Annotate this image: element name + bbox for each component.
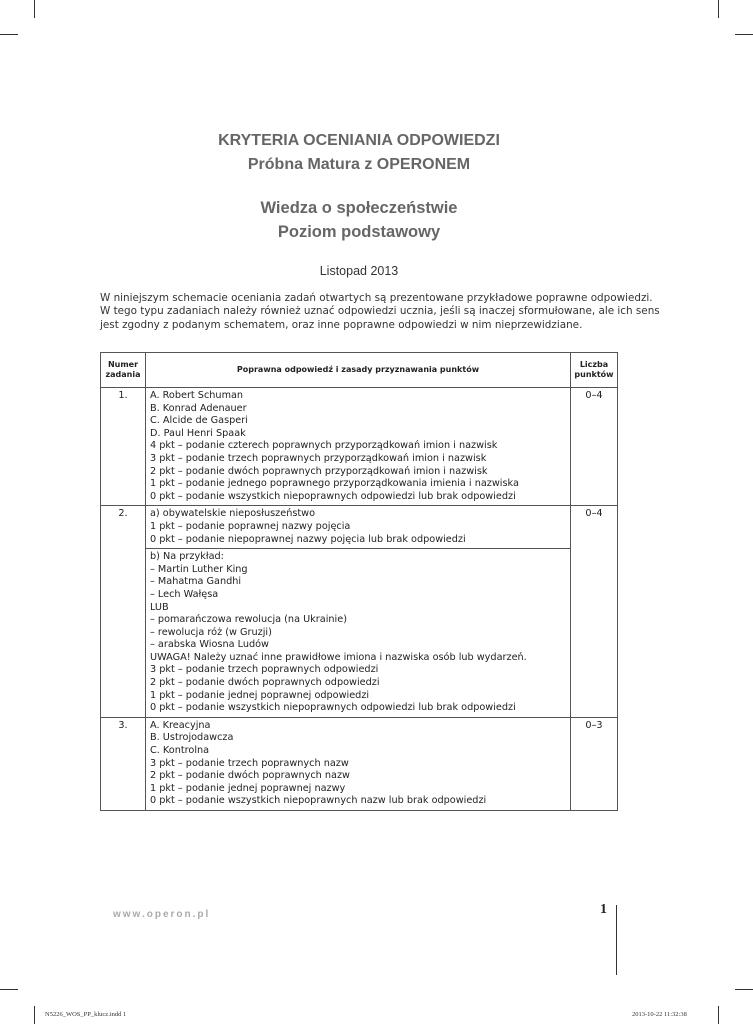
document-subtitle: Próbna Matura z OPERONEM — [247, 156, 471, 173]
crop-mark — [34, 1006, 35, 1024]
crop-mark — [718, 0, 719, 18]
task-points: 0–4 — [571, 506, 618, 718]
crop-mark — [735, 989, 753, 990]
task-points: 0–4 — [571, 388, 618, 506]
exam-date: Listopad 2013 — [319, 264, 399, 278]
header-points: Liczba punktów — [571, 353, 618, 388]
task-answer: A. Kreacyjna B. Ustrojodawcza C. Kontrolna 3 pkt – podanie trzech poprawnych nazw 2 pkt – podanie dwóch poprawnych nazw 1 pkt – podanie jednej poprawnej nazwy 0 pkt – podanie wszystkich niepoprawnych nazw lub brak odpowiedzi — [146, 717, 571, 810]
table-row — [101, 388, 618, 506]
task-number: 2. — [101, 506, 146, 718]
task-answer-part-a: a) obywatelskie nieposłuszeństwo 1 pkt – podanie poprawnej nazwy pojęcia 0 pkt – podanie niepoprawnej nazwy pojęcia lub brak odpowiedzi — [146, 506, 571, 549]
table-header-row — [101, 353, 618, 388]
crop-mark — [0, 989, 18, 990]
header-answer: Poprawna odpowiedź i zasady przyznawania punktów — [146, 353, 571, 388]
intro-line: W tego typu zadaniach należy również uznać odpowiedzi ucznia, jeśli są inaczej sformułowane, ale ich sens — [100, 305, 660, 318]
intro-line: W niniejszym schemacie oceniania zadań otwartych są prezentowane przykładowe poprawne odpowiedzi. — [100, 292, 653, 304]
intro-paragraph — [100, 292, 660, 332]
task-number: 1. — [101, 388, 146, 506]
crop-mark — [718, 1006, 719, 1024]
page-divider-line — [616, 905, 617, 975]
table-row — [101, 549, 618, 718]
task-points: 0–3 — [571, 717, 618, 810]
task-answer: A. Robert Schuman B. Konrad Adenauer C. Alcide de Gasperi D. Paul Henri Spaak 4 pkt – podanie czterech poprawnych przyporządkowań imion i nazwisk 3 pkt – podanie trzech poprawnych przyporządkowań imion i nazwisk 2 pkt – podanie dwóch poprawnych przyporządkowań imion i nazwisk 1 pkt – podanie jednego poprawnego przyporządkowania imienia i nazwiska 0 pkt – podanie wszystkich niepoprawnych odpowiedzi lub brak odpowiedzi — [146, 388, 571, 506]
print-slug-timestamp: 2013-10-22 11:32:38 — [632, 1011, 687, 1018]
crop-mark — [34, 0, 35, 18]
level-title: Poziom podstawowy — [277, 223, 441, 241]
table-row — [101, 717, 618, 810]
page-number: 1 — [600, 902, 607, 917]
crop-mark — [0, 34, 18, 35]
scoring-table — [100, 352, 618, 811]
table-row — [101, 506, 618, 549]
intro-line: jest zgodny z podanym schematem, oraz inne poprawne odpowiedzi w nim nieprzewidziane. — [100, 318, 583, 331]
print-slug-file: N5226_WOS_PP_klucz.indd 1 — [45, 1011, 127, 1018]
document-title: KRYTERIA OCENIANIA ODPOWIEDZI — [218, 132, 500, 149]
crop-mark — [735, 34, 753, 35]
header-task-number: Numer zadania — [101, 353, 146, 388]
footer-url: www.operon.pl — [113, 909, 211, 920]
task-answer-part-b: b) Na przykład: – Martin Luther King – Mahatma Gandhi – Lech Wałęsa LUB – pomarańczowa rewolucja (na Ukrainie) – rewolucja róż (w Gruzji) – arabska Wiosna Ludów UWAGA! Należy uznać inne prawidłowe imiona i nazwiska osób lub wydarzeń. 3 pkt – podanie trzech poprawnych odpowiedzi 2 pkt – podanie dwóch poprawnych odpowiedzi 1 pkt – podanie jednej poprawnej odpowiedzi 0 pkt – podanie wszystkich niepoprawnych odpowiedzi lub brak odpowiedzi — [146, 549, 571, 718]
task-number: 3. — [101, 717, 146, 810]
subject-title: Wiedza o społeczeństwie — [260, 199, 458, 217]
